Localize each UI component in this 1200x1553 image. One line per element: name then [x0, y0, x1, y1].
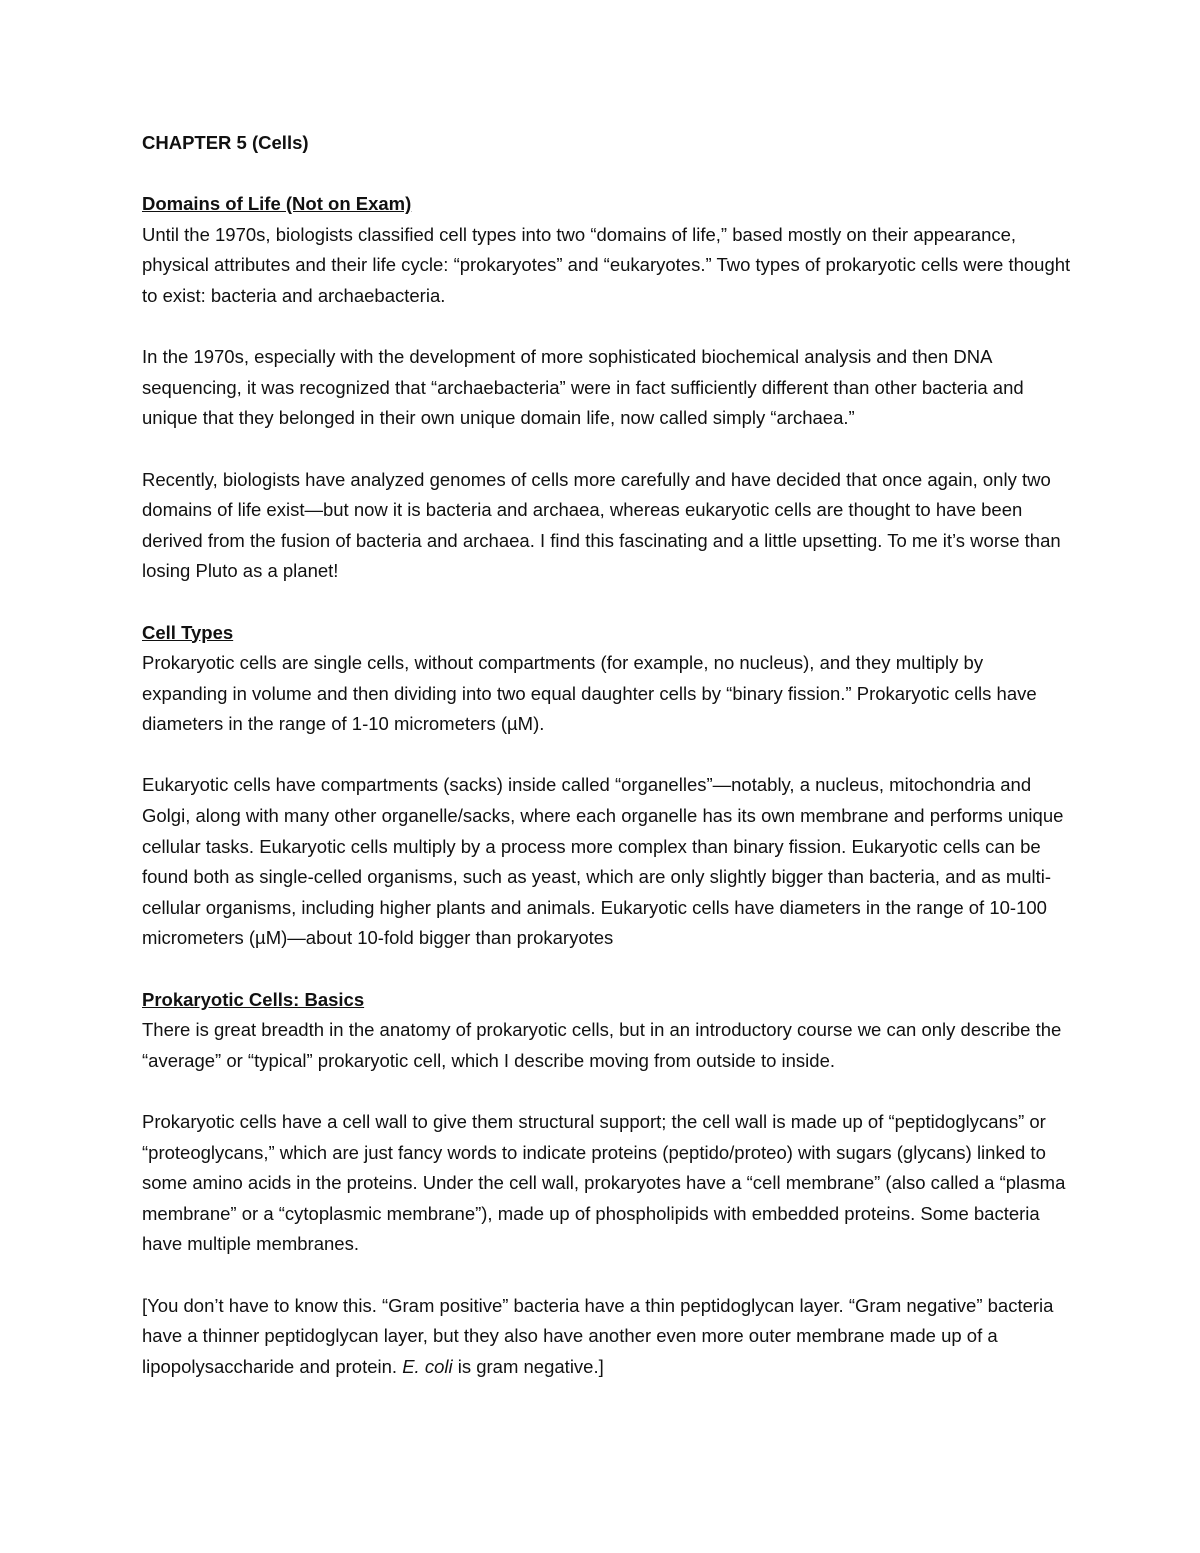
paragraph: Prokaryotic cells have a cell wall to give them structural support; the cell wall is made up of “peptidoglycans” or “proteoglycans,” which are just fancy words to indicate proteins (peptido/proteo) with sugars (glycans) linked to some amino acids in the proteins. Under the cell wall, prokaryotes have a “cell membrane” (also called a “plasma membrane” or a “cytoplasmic membrane”), made up of phospholipids with embedded proteins. Some bacteria have multiple membranes.: [142, 1111, 1066, 1255]
paragraph: Eukaryotic cells have compartments (sacks) inside called “organelles”—notably, a nucleus, mitochondria and Golgi, along with many other organelle/sacks, where each organelle has its own membrane and performs unique cellular tasks. Eukaryotic cells multiply by a process more complex than binary fission. Eukaryotic cells can be found both as single-celled organisms, such as yeast, which are only slightly bigger than bacteria, and as multi-cellular organisms, including higher plants and animals. Eukaryotic cells have diameters in the range of 10-100 micrometers (µM)—about 10-fold bigger than prokaryotes: [142, 774, 1064, 949]
document-page: [142, 128, 1072, 1413]
section-heading: Cell Types: [142, 621, 234, 643]
section-heading: Prokaryotic Cells: Basics: [142, 988, 365, 1010]
paragraph: There is great breadth in the anatomy of prokaryotic cells, but in an introductory course we can only describe the “average” or “typical” prokaryotic cell, which I describe moving from outside to inside.: [142, 1019, 1062, 1071]
paragraph: Prokaryotic cells are single cells, without compartments (for example, no nucleus), and they multiply by expanding in volume and then dividing into two equal daughter cells by “binary fission.” Prokaryotic cells have diameters in the range of 1-10 micrometers (µM).: [142, 652, 1037, 735]
section-heading-line: [142, 618, 1072, 649]
section-prokaryotic-cells-basics: [142, 985, 1072, 1383]
paragraph: In the 1970s, especially with the development of more sophisticated biochemical analysis and then DNA sequencing, it was recognized that “archaebacteria” were in fact sufficiently different than other bacteria and unique that they belonged in their own unique domain life, now called simply “archaea.”: [142, 346, 1024, 429]
section-heading: Domains of Life (Not on Exam): [142, 193, 412, 215]
species-name-italic: E. coli: [402, 1355, 453, 1377]
gram-note-paragraph: [142, 1291, 1072, 1383]
section-cell-types: [142, 618, 1072, 955]
chapter-title: CHAPTER 5 (Cells): [142, 132, 309, 153]
gram-note-text: [You don’t have to know this. “Gram positive” bacteria have a thin peptidoglycan layer. “Gram negative” bacteria have a thinner peptidoglycan layer, but they also have another even more outer membrane made up of a lipopolysaccharide and protein.: [142, 1294, 1054, 1377]
section-heading-line: [142, 985, 1072, 1016]
paragraph: Recently, biologists have analyzed genomes of cells more carefully and have decided that once again, only two domains of life exist—but now it is bacteria and archaea, whereas eukaryotic cells are thought to have been derived from the fusion of bacteria and archaea. I find this fascinating and a little upsetting. To me it’s worse than losing Pluto as a planet!: [142, 468, 1061, 582]
section-domains-of-life: [142, 189, 1072, 587]
section-heading-line: [142, 189, 1072, 220]
gram-note-text-end: is gram negative.]: [452, 1355, 604, 1377]
paragraph: Until the 1970s, biologists classified cell types into two “domains of life,” based mostly on their appearance, physical attributes and their life cycle: “prokaryotes” and “eukaryotes.” Two types of prokaryotic cells were thought to exist: bacteria and archaebacteria.: [142, 223, 1071, 306]
